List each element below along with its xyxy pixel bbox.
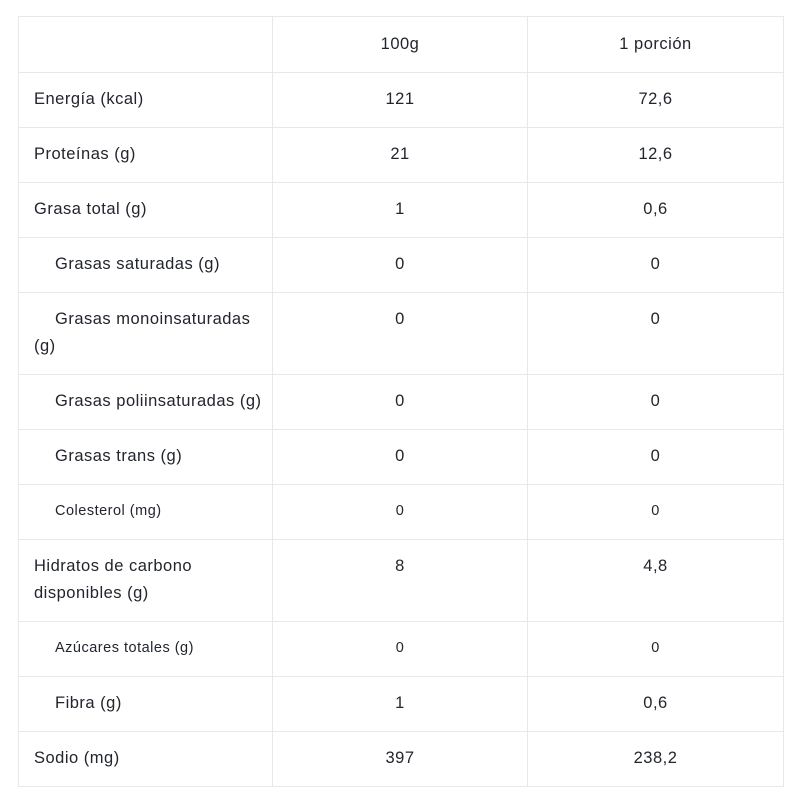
row-label-cell	[19, 128, 273, 183]
row-label-line: Proteínas (g)	[34, 145, 136, 163]
row-label-line: Fibra (g)	[55, 694, 122, 712]
header-row	[19, 17, 784, 73]
value-100g-cell: 0	[273, 238, 528, 293]
table-row	[19, 622, 784, 677]
row-label-line: Energía (kcal)	[34, 90, 144, 108]
row-label-line: Hidratos de carbono	[34, 557, 193, 575]
value-100g-cell: 0	[273, 375, 528, 430]
row-label-line: Azúcares totales (g)	[55, 640, 194, 656]
header-100g-cell: 100g	[273, 17, 528, 73]
value-100g-cell: 1	[273, 183, 528, 238]
row-label-cell	[19, 485, 273, 540]
value-100g-cell: 8	[273, 540, 528, 622]
value-100g-cell: 397	[273, 732, 528, 787]
value-portion-cell: 12,6	[528, 128, 784, 183]
value-100g-cell: 121	[273, 73, 528, 128]
row-label-cell	[19, 238, 273, 293]
row-label-line: Sodio (mg)	[34, 749, 120, 767]
row-label-line: Grasas trans (g)	[55, 447, 183, 465]
table-row	[19, 485, 784, 540]
value-portion-cell: 72,6	[528, 73, 784, 128]
row-label-cell	[19, 622, 273, 677]
row-label-line: Colesterol (mg)	[55, 503, 162, 519]
table-row	[19, 677, 784, 732]
row-label-cell	[19, 677, 273, 732]
table-row	[19, 540, 784, 622]
value-100g-cell: 0	[273, 622, 528, 677]
header-empty-cell	[19, 17, 273, 73]
table-row	[19, 128, 784, 183]
table-row	[19, 73, 784, 128]
value-portion-cell: 0	[528, 622, 784, 677]
value-portion-cell: 0	[528, 238, 784, 293]
row-label-cell	[19, 732, 273, 787]
table-row	[19, 732, 784, 787]
value-portion-cell: 238,2	[528, 732, 784, 787]
row-label-line: Grasas saturadas (g)	[55, 255, 220, 273]
row-label-cell	[19, 73, 273, 128]
value-100g-cell: 0	[273, 430, 528, 485]
row-label-line: (g)	[34, 337, 56, 355]
value-portion-cell: 0	[528, 375, 784, 430]
table-row	[19, 183, 784, 238]
row-label-cell	[19, 183, 273, 238]
table-row	[19, 293, 784, 375]
value-portion-cell: 0,6	[528, 183, 784, 238]
row-label-cell	[19, 540, 273, 622]
row-label-line: Grasa total (g)	[34, 200, 147, 218]
nutrition-table	[18, 16, 784, 787]
row-label-cell	[19, 430, 273, 485]
value-portion-cell: 0	[528, 485, 784, 540]
value-100g-cell: 0	[273, 485, 528, 540]
value-100g-cell: 1	[273, 677, 528, 732]
row-label-line: Grasas monoinsaturadas	[55, 310, 251, 328]
table-body	[19, 73, 784, 787]
value-portion-cell: 0,6	[528, 677, 784, 732]
value-portion-cell: 0	[528, 293, 784, 375]
row-label-cell	[19, 375, 273, 430]
value-100g-cell: 21	[273, 128, 528, 183]
value-portion-cell: 0	[528, 430, 784, 485]
header-portion-cell: 1 porción	[528, 17, 784, 73]
table-row	[19, 430, 784, 485]
table-row	[19, 375, 784, 430]
row-label-line: Grasas poliinsaturadas (g)	[55, 392, 262, 410]
value-100g-cell: 0	[273, 293, 528, 375]
table-row	[19, 238, 784, 293]
value-portion-cell: 4,8	[528, 540, 784, 622]
row-label-line: disponibles (g)	[34, 584, 149, 602]
row-label-cell	[19, 293, 273, 375]
